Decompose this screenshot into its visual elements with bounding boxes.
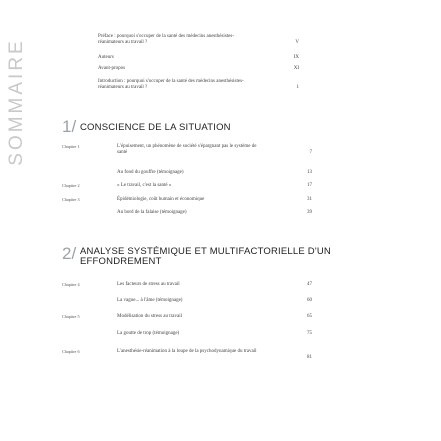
- toc-entry-page: 60: [307, 298, 312, 303]
- toc-entry-title: Modélisation du stress au travail: [117, 314, 182, 319]
- toc-entry[interactable]: [62, 282, 322, 288]
- toc-entry[interactable]: [62, 183, 322, 189]
- toc-entry-page: 31: [307, 197, 312, 202]
- toc-entry-title: Auteurs: [98, 55, 114, 60]
- toc-entry-title: Épidémiologie, coût humain et économique: [117, 197, 205, 202]
- toc-entry[interactable]: [62, 349, 322, 361]
- chapter-label: Chapitre 2: [62, 183, 80, 188]
- toc-entry[interactable]: [62, 298, 322, 304]
- chapter-label: Chapitre 1: [62, 144, 80, 149]
- toc-entry[interactable]: [62, 210, 322, 216]
- chapter-label: Chapitre 3: [62, 197, 80, 202]
- sidebar-title: [6, 12, 28, 192]
- toc-entry[interactable]: [62, 144, 322, 156]
- toc-entry-title: L'anesthésie-réanimation à la loupe de la psychodynamique du travail: [117, 349, 257, 354]
- toc-entry-title: La vague... à l'âme (témoignage): [117, 298, 183, 303]
- toc-entry-page: 17: [307, 183, 312, 188]
- toc-entry-page: 7: [309, 150, 312, 155]
- toc-entry[interactable]: [98, 66, 308, 72]
- chapter-label: Chapitre 5: [62, 314, 80, 319]
- toc-entry[interactable]: [98, 79, 308, 91]
- toc-entry-page: 39: [307, 210, 312, 215]
- chapter-label: Chapitre 4: [62, 282, 80, 287]
- toc-entry-title: « Le travail, c'est la santé »: [117, 183, 172, 188]
- section-title: CONSCIENCE DE LA SITUATION: [80, 122, 231, 133]
- toc-entry-title: L'épuisement, un phénomène de société s'épargnant pas le système de santé: [117, 144, 257, 155]
- toc-entry-title: Les facteurs de stress au travail: [117, 282, 180, 287]
- toc-entry-title: Au bord de la falaise (témoignage): [117, 210, 187, 215]
- chapter-label: Chapitre 6: [62, 349, 80, 354]
- toc-entry-page: 75: [307, 331, 312, 336]
- toc-entry-page: 81: [307, 355, 312, 360]
- toc-entry-page: XI: [293, 66, 299, 71]
- section-title: ANALYSE SYSTÉMIQUE ET MULTIFACTORIELLE D'UN EFFONDREMENT: [80, 246, 331, 267]
- toc-entry-page: 65: [307, 314, 312, 319]
- toc-entry-page: V: [295, 40, 299, 45]
- toc-entry-page: 47: [307, 282, 312, 287]
- toc-entry[interactable]: [62, 314, 322, 320]
- toc-entry[interactable]: [62, 170, 322, 176]
- toc-entry-title: Avant-propos: [98, 66, 126, 71]
- toc-entry[interactable]: [98, 34, 308, 46]
- toc-entry-title: Au fond du gouffre (témoignage): [117, 170, 184, 175]
- toc-entry-page: IX: [293, 55, 299, 60]
- toc-entry[interactable]: [62, 331, 322, 337]
- section-number-slash: 2/: [62, 244, 77, 263]
- section-number-slash: 1/: [62, 117, 77, 136]
- toc-entry-title: Préface : pourquoi s'occuper de la santé des médecins anesthésistes-réanimateurs au travail ?: [98, 34, 234, 45]
- toc-entry[interactable]: [98, 55, 308, 61]
- toc-entry-page: 1: [296, 85, 299, 90]
- toc-entry-title: La goutte de trop (témoignage): [117, 331, 180, 336]
- sidebar-title-text: SOMMAIRE: [6, 38, 27, 166]
- toc-entry[interactable]: [62, 197, 322, 203]
- toc-entry-title: Introduction : pourquoi s'occuper de la santé des médecins anesthésistes-réanimateurs au travail ?: [98, 79, 244, 90]
- toc-entry-page: 13: [307, 170, 312, 175]
